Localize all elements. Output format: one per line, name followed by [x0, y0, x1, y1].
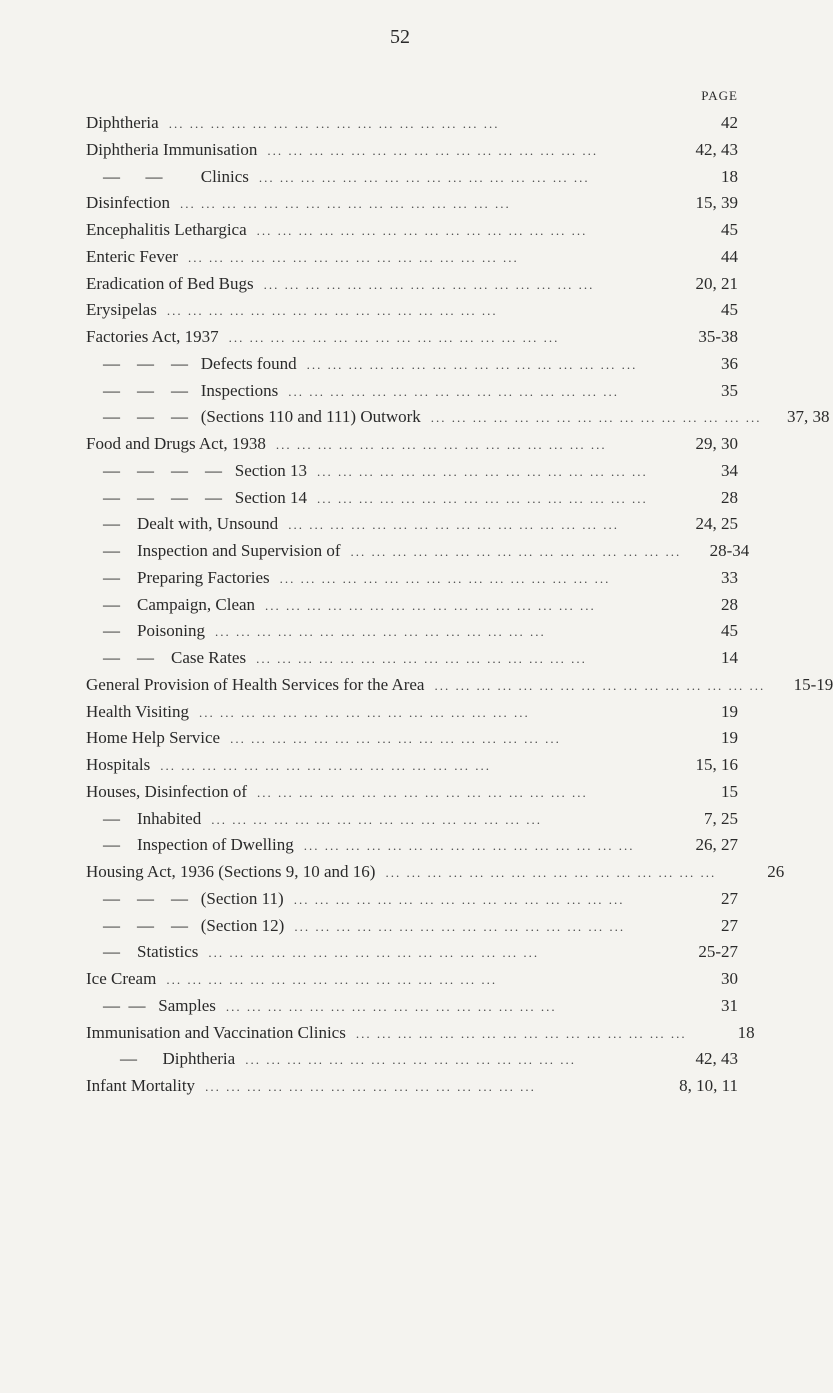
dot-leader: ... ... ... ... ... ... ... ... ... ... ... ... ... ... ... ... [166, 303, 498, 319]
index-entry [86, 244, 738, 271]
index-entry [86, 725, 738, 752]
entry-label: Hospitals [86, 755, 151, 774]
entry-label: Food and Drugs Act, 1938 [86, 434, 266, 453]
entry-label: — — Clinics [86, 166, 249, 186]
dot-leader: ... ... ... ... ... ... ... ... ... ... ... ... ... ... ... ... [288, 517, 619, 533]
entry-pages: 42, 43 [695, 1049, 738, 1069]
entry-label: — — — (Section 12) [86, 915, 285, 935]
dot-leader: ... ... ... ... ... ... ... ... ... ... ... ... ... ... ... ... [434, 677, 766, 693]
dot-leader: ... ... ... ... ... ... ... ... ... ... ... ... ... ... ... ... [245, 1052, 576, 1068]
dot-leader: ... ... ... ... ... ... ... ... ... ... ... ... ... ... ... ... [199, 704, 530, 720]
dot-leader: ... ... ... ... ... ... ... ... ... ... ... ... ... ... ... ... [166, 972, 498, 987]
entry-label: — — Case Rates [86, 648, 247, 667]
entry-pages: 45 [721, 621, 738, 641]
dot-leader: ... ... ... ... ... ... ... ... ... ... ... ... ... ... ... ... [225, 998, 557, 1014]
entry-pages: 15, 39 [695, 193, 738, 213]
entry-pages: 28 [721, 487, 738, 507]
dot-leader: ... ... ... ... ... ... ... ... ... ... ... ... ... ... ... ... [265, 597, 596, 613]
entry-label: Factories Act, 1937 [86, 327, 219, 346]
dot-leader: ... ... ... ... ... ... ... ... ... ... ... ... ... ... ... ... [430, 410, 762, 426]
index-entry [86, 538, 750, 565]
entry-label: Immunisation and Vaccination Clinics [86, 1022, 346, 1042]
index-entry [86, 431, 738, 458]
entry-pages: 18 [721, 166, 738, 186]
entry-pages: 28-34 [709, 541, 750, 560]
entry-label: — — — (Sections 110 and 111) Outwork [86, 407, 421, 427]
entry-pages: 20, 21 [695, 273, 738, 293]
index-entry [86, 164, 738, 191]
entry-pages: 27 [721, 915, 738, 935]
entry-label: Health Visiting [86, 701, 190, 721]
index-entry [86, 913, 738, 940]
dot-leader: ... ... ... ... ... ... ... ... ... ... ... ... ... ... ... ... [228, 330, 560, 345]
entry-pages: 19 [721, 701, 738, 721]
dot-leader: ... ... ... ... ... ... ... ... ... ... ... ... ... ... ... ... [267, 142, 599, 158]
dot-leader: ... ... ... ... ... ... ... ... ... ... ... ... ... ... ... ... [230, 731, 561, 747]
index-entry [86, 645, 738, 672]
entry-pages: 45 [721, 300, 738, 320]
entry-pages: 15 [721, 781, 738, 801]
index-entry [86, 886, 738, 913]
dot-leader: ... ... ... ... ... ... ... ... ... ... ... ... ... ... ... ... [306, 356, 638, 372]
index-entry [86, 1046, 738, 1073]
entry-pages: 44 [721, 246, 738, 266]
dot-leader: ... ... ... ... ... ... ... ... ... ... ... ... ... ... ... ... [317, 463, 648, 479]
entry-pages: 15-19 [793, 674, 833, 694]
index-entry [86, 458, 738, 485]
entry-label: — Inspection of Dwelling [86, 835, 294, 855]
entry-pages: 37, 38 [787, 407, 830, 427]
entry-label: — Inhabited [86, 808, 202, 828]
entry-label: General Provision of Health Services for the Area [86, 674, 425, 694]
entry-label: Ice Cream [86, 969, 157, 988]
dot-leader: ... ... ... ... ... ... ... ... ... ... ... ... ... ... ... ... [208, 945, 540, 961]
entry-label: — — — — Section 13 [86, 460, 307, 480]
entry-label: Disinfection [86, 193, 171, 213]
entry-pages: 18 [737, 1022, 755, 1042]
entry-label: Eradication of Bed Bugs [86, 273, 254, 293]
entry-label: Enteric Fever [86, 246, 179, 266]
entry-pages: 42 [721, 113, 738, 132]
dot-leader: ... ... ... ... ... ... ... ... ... ... ... ... ... ... ... ... [258, 169, 590, 185]
dot-leader: ... ... ... ... ... ... ... ... ... ... ... ... ... ... ... ... [355, 1025, 687, 1041]
dot-leader: ... ... ... ... ... ... ... ... ... ... ... ... ... ... ... ... [385, 865, 717, 880]
entry-pages: 36 [721, 353, 738, 373]
dot-leader: ... ... ... ... ... ... ... ... ... ... ... ... ... ... ... ... [188, 249, 519, 265]
entry-pages: 27 [721, 888, 738, 908]
entry-pages: 33 [721, 567, 738, 587]
entry-label: Housing Act, 1936 (Sections 9, 10 and 16) [86, 862, 376, 881]
entry-label: — Campaign, Clean [86, 594, 256, 614]
index-entry [86, 511, 738, 538]
entry-pages: 7, 25 [704, 808, 738, 828]
entry-pages: 26, 27 [695, 835, 738, 855]
entry-pages: 30 [721, 969, 738, 988]
entry-pages: 45 [721, 220, 738, 239]
index-entry [86, 993, 738, 1020]
index-entry [86, 217, 738, 244]
entry-label: Erysipelas [86, 300, 157, 320]
entry-label: — — — Defects found [86, 353, 297, 373]
dot-leader: ... ... ... ... ... ... ... ... ... ... ... ... ... ... ... ... [256, 651, 587, 666]
dot-leader: ... ... ... ... ... ... ... ... ... ... ... ... ... ... ... ... [288, 383, 619, 399]
entry-label: — Dealt with, Unsound [86, 514, 279, 534]
dot-leader: ... ... ... ... ... ... ... ... ... ... ... ... ... ... ... ... [317, 490, 648, 506]
entry-label: — Diphtheria [86, 1049, 236, 1069]
entry-label: — Statistics [86, 942, 199, 962]
entry-pages: 31 [721, 995, 738, 1015]
index-entry [86, 297, 738, 324]
entry-pages: 34 [721, 460, 738, 480]
dot-leader: ... ... ... ... ... ... ... ... ... ... ... ... ... ... ... ... [279, 570, 611, 586]
entry-label: — — — — Section 14 [86, 487, 307, 507]
entry-pages: 24, 25 [695, 514, 738, 534]
index-entry [86, 271, 738, 298]
index-entry [86, 752, 738, 779]
entry-pages: 42, 43 [695, 139, 738, 159]
entry-pages: 14 [721, 648, 738, 667]
index-entry [86, 351, 738, 378]
entry-label: — Poisoning [86, 621, 206, 641]
index-entry [86, 618, 738, 645]
index-list [86, 110, 833, 1100]
dot-leader: ... ... ... ... ... ... ... ... ... ... ... ... ... ... ... ... [293, 891, 625, 907]
entry-label: Diphtheria [86, 113, 159, 132]
entry-label: Diphtheria Immunisation [86, 139, 258, 159]
entry-label: Encephalitis Lethargica [86, 220, 247, 239]
dot-leader: ... ... ... ... ... ... ... ... ... ... ... ... ... ... ... ... [257, 784, 588, 800]
index-entry [86, 324, 738, 351]
dot-leader: ... ... ... ... ... ... ... ... ... ... ... ... ... ... ... ... [263, 276, 595, 292]
index-entry [86, 404, 830, 431]
index-entry [86, 1073, 738, 1100]
dot-leader: ... ... ... ... ... ... ... ... ... ... ... ... ... ... ... ... [350, 544, 682, 559]
index-entry [86, 565, 738, 592]
page-column-header: PAGE [701, 88, 738, 103]
entry-pages: 35 [721, 380, 738, 400]
entry-label: Home Help Service [86, 728, 221, 748]
entry-label: — Preparing Factories [86, 567, 270, 587]
index-entry [86, 966, 738, 993]
index-entry [86, 592, 738, 619]
index-entry [86, 832, 738, 859]
index-entry [86, 779, 738, 806]
entry-label: — Inspection and Supervision of [86, 541, 341, 560]
dot-leader: ... ... ... ... ... ... ... ... ... ... ... ... ... ... ... ... [256, 223, 588, 238]
entry-pages: 25-27 [698, 942, 738, 962]
entry-pages: 8, 10, 11 [679, 1076, 738, 1095]
page-number: 52 [390, 26, 410, 48]
index-entry [86, 939, 738, 966]
dot-leader: ... ... ... ... ... ... ... ... ... ... ... ... ... ... ... ... [180, 196, 511, 212]
entry-pages: 19 [721, 728, 738, 748]
dot-leader: ... ... ... ... ... ... ... ... ... ... ... ... ... ... ... ... [168, 116, 500, 131]
index-entry [86, 806, 738, 833]
index-entry [86, 137, 738, 164]
entry-label: — — — (Section 11) [86, 888, 284, 908]
dot-leader: ... ... ... ... ... ... ... ... ... ... ... ... ... ... ... ... [211, 811, 542, 827]
entry-pages: 15, 16 [695, 755, 738, 774]
dot-leader: ... ... ... ... ... ... ... ... ... ... ... ... ... ... ... ... [303, 838, 635, 854]
dot-leader: ... ... ... ... ... ... ... ... ... ... ... ... ... ... ... ... [275, 437, 607, 452]
dot-leader: ... ... ... ... ... ... ... ... ... ... ... ... ... ... ... ... [205, 1079, 536, 1094]
entry-label: Houses, Disinfection of [86, 781, 248, 801]
entry-label: — — Samples [86, 995, 216, 1015]
index-entry [86, 378, 738, 405]
entry-pages: 35-38 [698, 327, 738, 346]
index-entry [86, 485, 738, 512]
entry-pages: 29, 30 [695, 434, 738, 453]
entry-label: — — — Inspections [86, 380, 279, 400]
index-entry [86, 672, 833, 699]
dot-leader: ... ... ... ... ... ... ... ... ... ... ... ... ... ... ... ... [215, 624, 546, 640]
index-entry [86, 190, 738, 217]
index-entry [86, 110, 738, 137]
entry-pages: 28 [721, 594, 738, 614]
entry-label: Infant Mortality [86, 1076, 196, 1095]
index-entry [86, 1020, 755, 1047]
dot-leader: ... ... ... ... ... ... ... ... ... ... ... ... ... ... ... ... [160, 758, 491, 773]
entry-pages: 26 [767, 862, 785, 881]
index-entry [86, 699, 738, 726]
index-entry [86, 859, 785, 886]
dot-leader: ... ... ... ... ... ... ... ... ... ... ... ... ... ... ... ... [294, 918, 626, 934]
